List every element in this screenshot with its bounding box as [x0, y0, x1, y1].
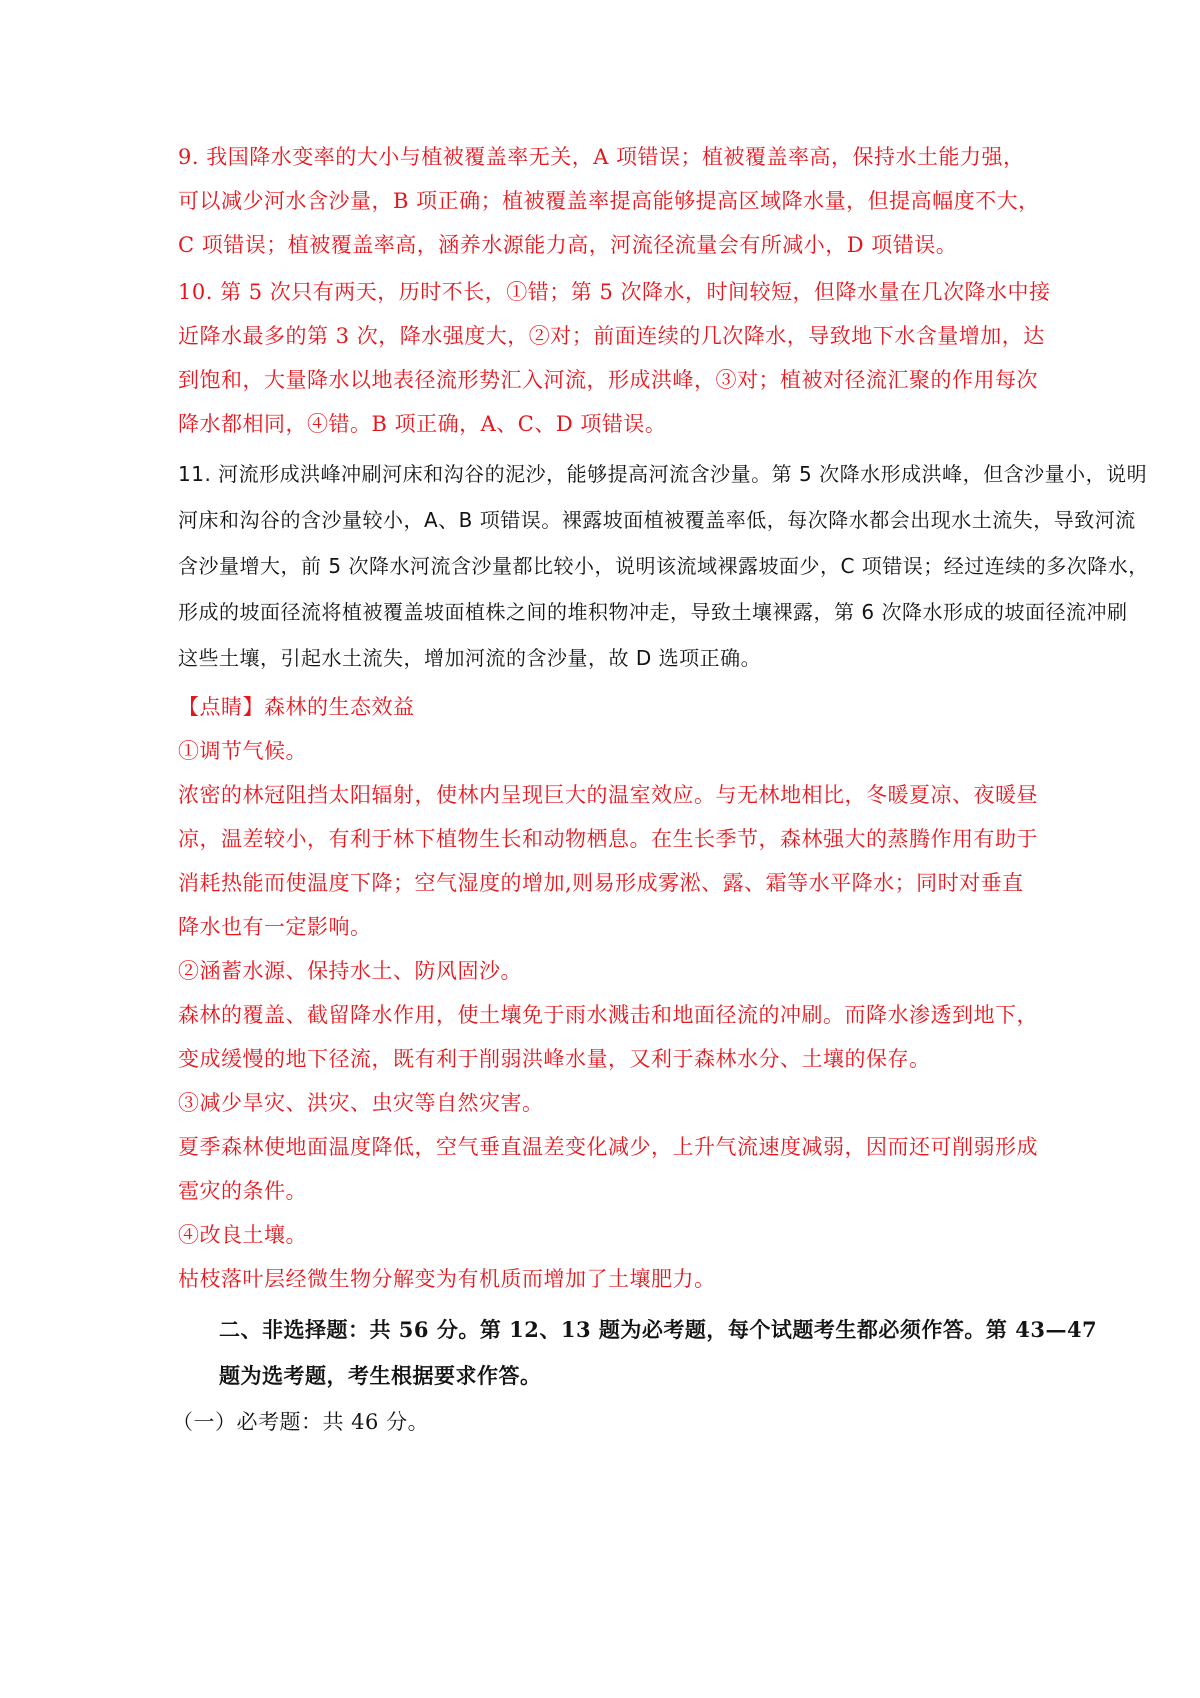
dianjing-p1-line-4: 降水也有一定影响。: [178, 915, 372, 939]
section2-line-2: 题为选考题，考生根据要求作答。: [219, 1363, 542, 1388]
dianjing-p1-line-1: 浓密的林冠阻挡太阳辐射，使林内呈现巨大的温室效应。与无林地相比，冬暖夏凉、夜暖昼: [178, 783, 1038, 807]
dianjing-p1-line-2: 凉，温差较小，有利于林下植物生长和动物栖息。在生长季节，森林强大的蒸腾作用有助于: [178, 827, 1038, 851]
q11-line-4: 形成的坡面径流将植被覆盖坡面植株之间的堆积物冲走，导致土壤裸露，第 6 次降水形成的坡面径流冲刷: [178, 600, 1128, 624]
q10-line-1: 10. 第 5 次只有两天，历时不长，①错；第 5 次降水，时间较短，但降水量在几次降水中接: [178, 280, 1051, 304]
q11-line-2: 河床和沟谷的含沙量较小，A、B 项错误。裸露坡面植被覆盖率低，每次降水都会出现水土流失，导致河流: [178, 508, 1136, 532]
dianjing-heading-2: ②涵蓄水源、保持水土、防风固沙。: [178, 959, 522, 983]
q10-line-3: 到饱和，大量降水以地表径流形势汇入河流，形成洪峰，③对；植被对径流汇聚的作用每次: [178, 368, 1038, 392]
q10-line-2: 近降水最多的第 3 次，降水强度大，②对；前面连续的几次降水，导致地下水含量增加，达: [178, 324, 1045, 348]
dianjing-p1-line-3: 消耗热能而使温度下降；空气湿度的增加,则易形成雾淞、露、霜等水平降水；同时对垂直: [178, 871, 1024, 895]
dianjing-heading-3: ③减少旱灾、洪灾、虫灾等自然灾害。: [178, 1091, 544, 1115]
dianjing-heading-4: ④改良土壤。: [178, 1223, 307, 1247]
q11-line-1: 11. 河流形成洪峰冲刷河床和沟谷的泥沙，能够提高河流含沙量。第 5 次降水形成洪峰，但含沙量小，说明: [178, 462, 1148, 486]
dianjing-p4-line-1: 枯枝落叶层经微生物分解变为有机质而增加了土壤肥力。: [178, 1267, 716, 1291]
dianjing-p3-line-2: 雹灾的条件。: [178, 1179, 307, 1203]
section2-line-1: 二、非选择题：共 56 分。第 12、13 题为必考题，每个试题考生都必须作答。第 43—47: [219, 1317, 1098, 1342]
dianjing-p3-line-1: 夏季森林使地面温度降低，空气垂直温差变化减少，上升气流速度减弱，因而还可削弱形成: [178, 1135, 1038, 1159]
q9-line-1: 9. 我国降水变率的大小与植被覆盖率无关，A 项错误；植被覆盖率高，保持水土能力强，: [178, 145, 1025, 169]
q11-line-5: 这些土壤，引起水土流失，增加河流的含沙量，故 D 选项正确。: [178, 646, 762, 670]
dianjing-heading-1: ①调节气候。: [178, 739, 307, 763]
section2-subheading: （一）必考题：共 46 分。: [172, 1410, 430, 1434]
dianjing-p2-line-1: 森林的覆盖、截留降水作用，使土壤免于雨水溅击和地面径流的冲刷。而降水渗透到地下，: [178, 1003, 1038, 1027]
q10-line-4: 降水都相同，④错。B 项正确，A、C、D 项错误。: [178, 412, 667, 436]
q9-line-2: 可以减少河水含沙量，B 项正确；植被覆盖率提高能够提高区域降水量，但提高幅度不大，: [178, 189, 1040, 213]
dianjing-p2-line-2: 变成缓慢的地下径流，既有利于削弱洪峰水量，又利于森林水分、土壤的保存。: [178, 1047, 931, 1071]
q9-line-3: C 项错误；植被覆盖率高，涵养水源能力高，河流径流量会有所减小，D 项错误。: [178, 233, 958, 257]
dianjing-title: 【点睛】森林的生态效益: [178, 695, 415, 719]
q11-line-3: 含沙量增大，前 5 次降水河流含沙量都比较小，说明该流域裸露坡面少，C 项错误；经过连续的多次降水，: [178, 554, 1149, 578]
